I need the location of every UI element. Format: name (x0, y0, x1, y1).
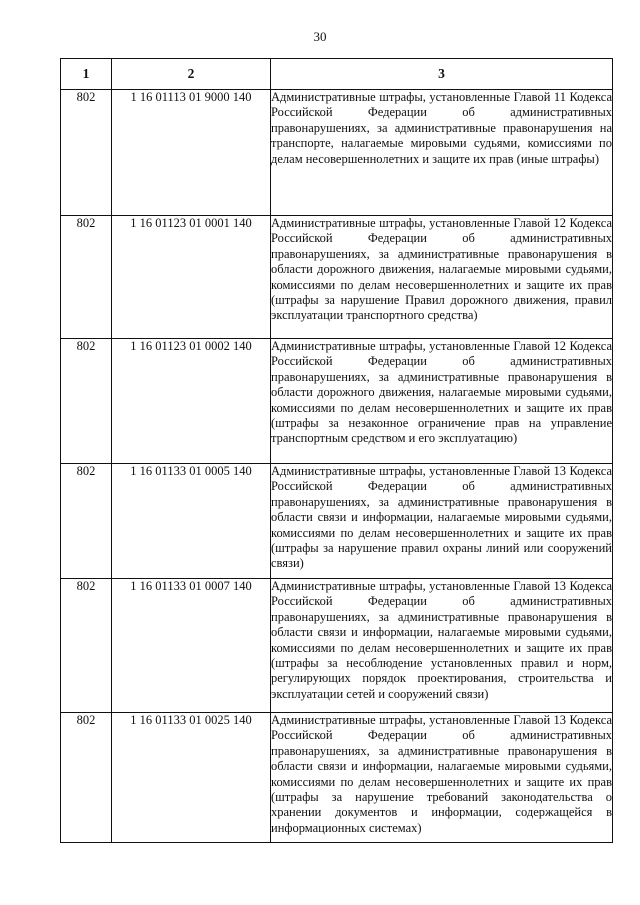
table-header-row (61, 59, 613, 90)
column-header-2: 2 (112, 59, 271, 90)
kbk-code-cell: 1 16 01123 01 0002 140 (112, 339, 271, 464)
admin-code-cell: 802 (61, 579, 112, 713)
table-row (61, 464, 613, 579)
admin-code-cell: 802 (61, 216, 112, 339)
table-row (61, 579, 613, 713)
admin-code-cell: 802 (61, 339, 112, 464)
admin-code-cell: 802 (61, 90, 112, 216)
description-cell: Административные штрафы, установленные Главой 12 Кодекса Российской Федерации об административных правонарушениях, за административные правонарушения в области дорожного движения, налагаемые мировыми судьями, комиссиями по делам несовершеннолетних и защите их прав (штрафы за незаконное ограничение прав на управление транспортным средством и его эксплуатацию) (271, 339, 613, 464)
kbk-code-cell: 1 16 01133 01 0025 140 (112, 713, 271, 843)
table-row (61, 90, 613, 216)
column-header-3: 3 (271, 59, 613, 90)
table-row (61, 713, 613, 843)
description-cell: Административные штрафы, установленные Главой 12 Кодекса Российской Федерации об административных правонарушениях, за административные правонарушения в области дорожного движения, налагаемые мировыми судьями, комиссиями по делам несовершеннолетних и защите их прав (штрафы за нарушение Правил дорожного движения, правил эксплуатации транспортного средства) (271, 216, 613, 339)
kbk-code-cell: 1 16 01133 01 0005 140 (112, 464, 271, 579)
table-row (61, 216, 613, 339)
description-cell: Административные штрафы, установленные Главой 13 Кодекса Российской Федерации об административных правонарушениях, за административные правонарушения в области связи и информации, налагаемые мировыми судьями, комиссиями по делам несовершеннолетних и защите их прав (штрафы за несоблюдение установленных правил и норм, регулирующих порядок проектирования, строительства и эксплуатации сетей и сооружений связи) (271, 579, 613, 713)
table-row (61, 339, 613, 464)
kbk-code-cell: 1 16 01133 01 0007 140 (112, 579, 271, 713)
column-header-1: 1 (61, 59, 112, 90)
description-cell: Административные штрафы, установленные Главой 13 Кодекса Российской Федерации об административных правонарушениях, за административные правонарушения в области связи и информации, налагаемые мировыми судьями, комиссиями по делам несовершеннолетних и защите их прав (штрафы за нарушение требований законодательства о хранении документов и информации, содержащейся в информационных системах) (271, 713, 613, 843)
admin-code-cell: 802 (61, 713, 112, 843)
description-cell: Административные штрафы, установленные Главой 11 Кодекса Российской Федерации об административных правонарушениях, за административные правонарушения на транспорте, налагаемые мировыми судьями, комиссиями по делам несовершеннолетних и защите их прав (иные штрафы) (271, 90, 613, 216)
budget-classification-table (60, 58, 613, 843)
kbk-code-cell: 1 16 01123 01 0001 140 (112, 216, 271, 339)
kbk-code-cell: 1 16 01113 01 9000 140 (112, 90, 271, 216)
description-cell: Административные штрафы, установленные Главой 13 Кодекса Российской Федерации об административных правонарушениях, за административные правонарушения в области связи и информации, налагаемые мировыми судьями, комиссиями по делам несовершеннолетних и защите их прав (штрафы за нарушение правил охраны линий или сооружений связи) (271, 464, 613, 579)
admin-code-cell: 802 (61, 464, 112, 579)
page-number: 30 (313, 29, 327, 44)
